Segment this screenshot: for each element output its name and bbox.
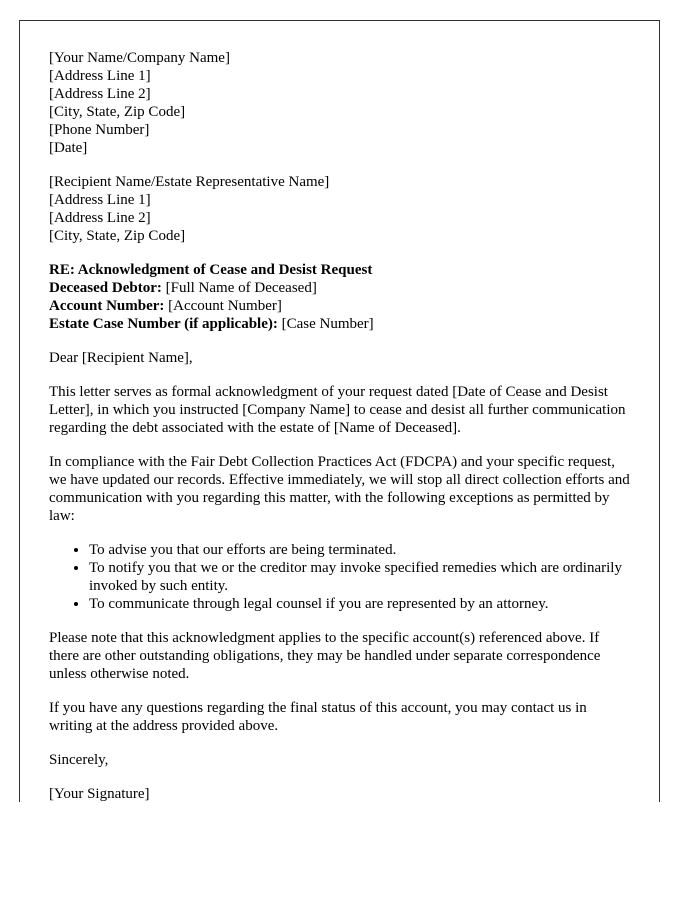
case-label: Estate Case Number (if applicable): <box>49 316 278 332</box>
signature: [Your Signature] <box>49 786 150 802</box>
debtor-value: [Full Name of Deceased] <box>161 280 317 296</box>
recipient-address <box>49 173 631 245</box>
sender-address-line-2: [Address Line 2] <box>49 86 151 102</box>
sender-phone: [Phone Number] <box>49 122 150 138</box>
exception-item: • To notify you that we or the creditor may invoke specified remedies which are ordinarily invoked by such entity. <box>89 559 631 595</box>
body-paragraph: If you have any questions regarding the final status of this account, you may contact us in writing at the address provided above. <box>49 700 587 734</box>
exception-item: • To communicate through legal counsel if you are represented by an attorney. <box>89 595 631 613</box>
subject-block <box>49 261 631 333</box>
signoff: Sincerely, <box>49 752 109 768</box>
exception-item: • To advise you that our efforts are being terminated. <box>89 541 631 559</box>
letter-page <box>19 20 660 802</box>
recipient-name: [Recipient Name/Estate Representative Name] <box>49 174 330 190</box>
sender-address-line-1: [Address Line 1] <box>49 68 151 84</box>
body-paragraph: This letter serves as formal acknowledgment of your request dated [Date of Cease and Desist Letter], in which you instructed [Company Name] to cease and desist all further communication regarding the debt associated with the estate of [Name of Deceased]. <box>49 384 626 436</box>
subject-line: RE: Acknowledgment of Cease and Desist Request <box>49 262 373 278</box>
body-paragraph: Please note that this acknowledgment applies to the specific account(s) referenced above. If there are other outstanding obligations, they may be handled under separate correspondence unless otherwise noted. <box>49 630 601 682</box>
body-paragraph: In compliance with the Fair Debt Collection Practices Act (FDCPA) and your specific request, we have updated our records. Effective immediately, we will stop all direct collection efforts and communication with you regarding this matter, with the following exceptions as permitted by law: <box>49 454 630 524</box>
salutation: Dear [Recipient Name], <box>49 350 193 366</box>
sender-address <box>49 49 631 157</box>
account-value: [Account Number] <box>164 298 282 314</box>
letter-date: [Date] <box>49 140 88 156</box>
account-label: Account Number: <box>49 298 165 314</box>
exceptions-list <box>49 541 631 613</box>
sender-name: [Your Name/Company Name] <box>49 50 230 66</box>
case-value: [Case Number] <box>277 316 374 332</box>
debtor-label: Deceased Debtor: <box>49 280 162 296</box>
sender-city-state-zip: [City, State, Zip Code] <box>49 104 186 120</box>
recipient-address-line-1: [Address Line 1] <box>49 192 151 208</box>
recipient-city-state-zip: [City, State, Zip Code] <box>49 228 186 244</box>
recipient-address-line-2: [Address Line 2] <box>49 210 151 226</box>
